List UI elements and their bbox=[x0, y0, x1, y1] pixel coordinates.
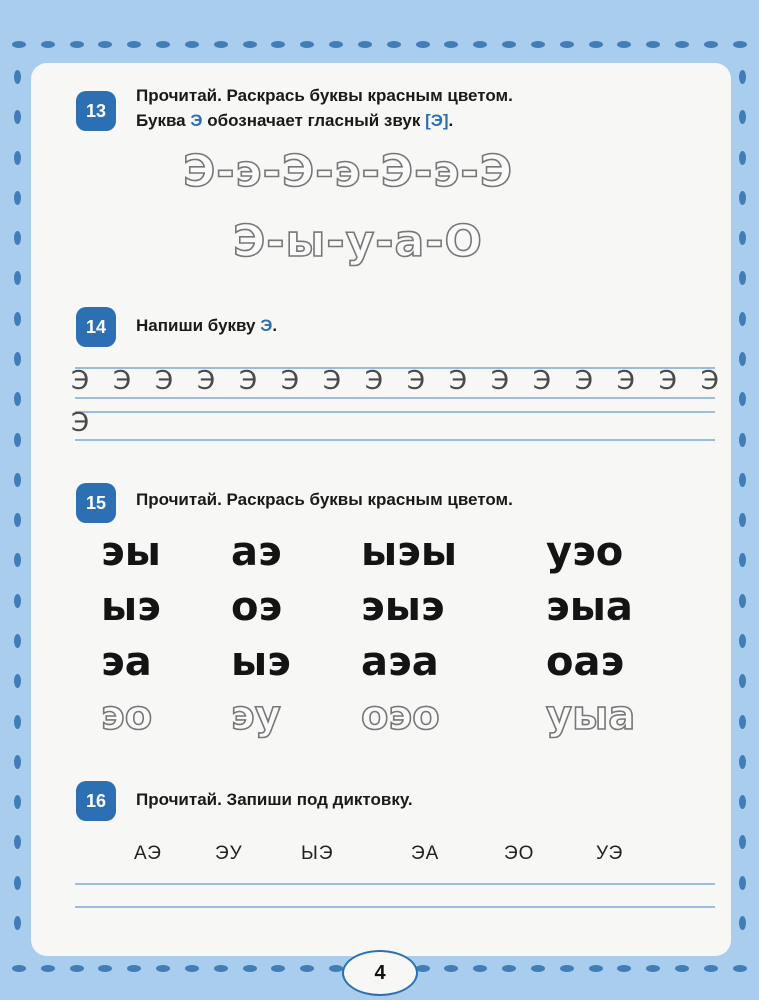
footprint-icon bbox=[617, 965, 631, 972]
task-13-line2 bbox=[136, 108, 513, 133]
footprint-icon bbox=[704, 41, 718, 48]
footprint-icon bbox=[271, 965, 285, 972]
footprint-icon bbox=[70, 41, 84, 48]
footprint-icon bbox=[14, 110, 21, 124]
footprint-icon bbox=[739, 392, 746, 406]
syllable: ыэы bbox=[361, 529, 458, 575]
footprint-icon bbox=[41, 41, 55, 48]
syllable: аэа bbox=[361, 639, 439, 685]
footprint-icon bbox=[675, 965, 689, 972]
syllable: эа bbox=[101, 639, 152, 685]
task-15-badge: 15 bbox=[76, 483, 116, 523]
footprint-icon bbox=[14, 594, 21, 608]
trace-letter[interactable]: Э bbox=[490, 366, 509, 396]
footprint-icon bbox=[444, 41, 458, 48]
trace-letter[interactable]: Э bbox=[71, 366, 90, 396]
dictation-word: АЭ bbox=[134, 843, 162, 864]
footprint-icon bbox=[444, 965, 458, 972]
footprint-icon bbox=[329, 41, 343, 48]
footprint-icon bbox=[531, 41, 545, 48]
trace-letter[interactable]: Э bbox=[574, 366, 593, 396]
task-13-outline-row1[interactable]: Э-э-Э-э-Э-э-Э bbox=[183, 146, 513, 197]
footprint-icon bbox=[739, 674, 746, 688]
writing-line bbox=[75, 906, 715, 908]
footprint-icon bbox=[502, 965, 516, 972]
syllable: уэо bbox=[546, 529, 624, 575]
footprint-icon bbox=[214, 965, 228, 972]
trace-letter[interactable]: Э bbox=[532, 366, 551, 396]
footprint-icon bbox=[98, 965, 112, 972]
syllable: аэ bbox=[231, 529, 282, 575]
task-13-letter: Э bbox=[190, 111, 203, 130]
task-14-row2-letter[interactable]: Э bbox=[71, 408, 90, 438]
footprint-icon bbox=[387, 41, 401, 48]
footprint-icon bbox=[531, 965, 545, 972]
footprint-icon bbox=[739, 553, 746, 567]
footprint-icon bbox=[14, 191, 21, 205]
outline-syllable[interactable]: эу bbox=[231, 693, 281, 739]
footprint-icon bbox=[739, 151, 746, 165]
task-14-letter-row[interactable] bbox=[71, 366, 719, 396]
footprint-icon bbox=[300, 965, 314, 972]
syllable: эыэ bbox=[361, 584, 445, 630]
task-14-dot: . bbox=[272, 316, 278, 335]
footprint-icon bbox=[14, 553, 21, 567]
trace-letter[interactable]: Э bbox=[616, 366, 635, 396]
task-13-text-b: обозначает гласный звук bbox=[202, 111, 426, 130]
footprint-icon bbox=[473, 965, 487, 972]
footprint-icon bbox=[704, 965, 718, 972]
footprint-icon bbox=[14, 433, 21, 447]
footprint-icon bbox=[98, 41, 112, 48]
footprint-icon bbox=[733, 41, 747, 48]
footprint-icon bbox=[733, 965, 747, 972]
footprint-icon bbox=[127, 965, 141, 972]
footprint-icon bbox=[646, 965, 660, 972]
footprint-icon bbox=[127, 41, 141, 48]
footprint-icon bbox=[646, 41, 660, 48]
footprint-border-left bbox=[7, 70, 27, 930]
syllable: эыа bbox=[546, 584, 633, 630]
dictation-word: ЭА bbox=[411, 843, 440, 864]
footprint-icon bbox=[14, 271, 21, 285]
footprint-icon bbox=[589, 965, 603, 972]
footprint-icon bbox=[739, 231, 746, 245]
page-number: 4 bbox=[342, 950, 418, 996]
footprint-icon bbox=[14, 70, 21, 84]
footprint-icon bbox=[739, 916, 746, 930]
footprint-icon bbox=[14, 634, 21, 648]
footprint-icon bbox=[617, 41, 631, 48]
footprint-icon bbox=[739, 755, 746, 769]
trace-letter[interactable]: Э bbox=[700, 366, 719, 396]
footprint-icon bbox=[14, 835, 21, 849]
footprint-icon bbox=[243, 41, 257, 48]
task-13-outline-row2[interactable]: Э-ы-у-а-О bbox=[233, 216, 483, 267]
footprint-icon bbox=[560, 41, 574, 48]
footprint-icon bbox=[185, 41, 199, 48]
footprint-icon bbox=[739, 70, 746, 84]
writing-line bbox=[75, 411, 715, 413]
footprint-icon bbox=[473, 41, 487, 48]
trace-letter[interactable]: Э bbox=[322, 366, 342, 396]
writing-line bbox=[75, 439, 715, 441]
trace-letter[interactable]: Э bbox=[406, 366, 426, 396]
trace-letter[interactable]: Э bbox=[238, 366, 258, 396]
dictation-word: ЭО bbox=[504, 843, 535, 864]
footprint-icon bbox=[70, 965, 84, 972]
trace-letter[interactable]: Э bbox=[196, 366, 216, 396]
footprint-icon bbox=[589, 41, 603, 48]
footprint-border-right bbox=[732, 70, 752, 930]
trace-letter[interactable]: Э bbox=[280, 366, 300, 396]
footprint-icon bbox=[156, 41, 170, 48]
footprint-icon bbox=[739, 433, 746, 447]
footprint-icon bbox=[14, 312, 21, 326]
footprint-icon bbox=[14, 151, 21, 165]
syllable: эы bbox=[101, 529, 161, 575]
footprint-icon bbox=[14, 795, 21, 809]
footprint-icon bbox=[12, 965, 26, 972]
footprint-icon bbox=[675, 41, 689, 48]
outline-syllable[interactable]: оэо bbox=[361, 693, 440, 739]
task-13-text-c: . bbox=[448, 111, 454, 130]
trace-letter[interactable]: Э bbox=[154, 366, 174, 396]
footprint-icon bbox=[14, 513, 21, 527]
footprint-icon bbox=[156, 965, 170, 972]
footprint-icon bbox=[739, 594, 746, 608]
footprint-icon bbox=[12, 41, 26, 48]
footprint-icon bbox=[271, 41, 285, 48]
footprint-icon bbox=[14, 876, 21, 890]
dictation-word: ЭУ bbox=[215, 843, 243, 864]
footprint-icon bbox=[739, 312, 746, 326]
dictation-word: ЫЭ bbox=[301, 843, 334, 864]
footprint-icon bbox=[14, 392, 21, 406]
footprint-icon bbox=[14, 674, 21, 688]
trace-letter[interactable]: Э bbox=[364, 366, 384, 396]
trace-letter[interactable]: Э bbox=[112, 366, 132, 396]
syllable: ыэ bbox=[101, 584, 161, 630]
task-13-sound: [Э] bbox=[425, 111, 449, 130]
footprint-border-top bbox=[12, 34, 747, 54]
footprint-icon bbox=[41, 965, 55, 972]
footprint-icon bbox=[739, 513, 746, 527]
task-16-badge: 16 bbox=[76, 781, 116, 821]
syllable: оэ bbox=[231, 584, 283, 630]
footprint-icon bbox=[739, 634, 746, 648]
syllable: ыэ bbox=[231, 639, 291, 685]
footprint-icon bbox=[739, 271, 746, 285]
footprint-icon bbox=[214, 41, 228, 48]
footprint-icon bbox=[14, 231, 21, 245]
footprint-icon bbox=[739, 191, 746, 205]
footprint-icon bbox=[739, 352, 746, 366]
footprint-icon bbox=[739, 715, 746, 729]
footprint-icon bbox=[739, 473, 746, 487]
task-15-instruction: Прочитай. Раскрась буквы красным цветом. bbox=[136, 490, 513, 509]
footprint-icon bbox=[416, 41, 430, 48]
writing-line bbox=[75, 397, 715, 399]
outline-syllable[interactable]: эо bbox=[101, 693, 153, 739]
footprint-icon bbox=[14, 473, 21, 487]
syllable: оаэ bbox=[546, 639, 625, 685]
footprint-icon bbox=[358, 41, 372, 48]
footprint-icon bbox=[329, 965, 343, 972]
task-14-letter: Э bbox=[260, 316, 273, 335]
footprint-icon bbox=[243, 965, 257, 972]
trace-letter[interactable]: Э bbox=[448, 366, 468, 396]
task-14-instruction bbox=[136, 313, 277, 338]
worksheet-page bbox=[31, 63, 731, 956]
footprint-icon bbox=[300, 41, 314, 48]
footprint-icon bbox=[739, 835, 746, 849]
footprint-icon bbox=[14, 916, 21, 930]
task-13-instruction bbox=[136, 83, 513, 133]
footprint-icon bbox=[739, 110, 746, 124]
footprint-icon bbox=[185, 965, 199, 972]
footprint-icon bbox=[14, 352, 21, 366]
task-13-badge: 13 bbox=[76, 91, 116, 131]
dictation-word: УЭ bbox=[596, 843, 624, 864]
footprint-icon bbox=[502, 41, 516, 48]
footprint-icon bbox=[560, 965, 574, 972]
footprint-icon bbox=[739, 876, 746, 890]
task-14-text: Напиши букву bbox=[136, 316, 261, 335]
writing-line bbox=[75, 883, 715, 885]
task-14-badge: 14 bbox=[76, 307, 116, 347]
task-13-text-a: Буква bbox=[136, 111, 191, 130]
trace-letter[interactable]: Э bbox=[658, 366, 677, 396]
task-16-instruction: Прочитай. Запиши под диктовку. bbox=[136, 790, 413, 809]
task-13-line1: Прочитай. Раскрась буквы красным цветом. bbox=[136, 86, 513, 105]
footprint-icon bbox=[14, 755, 21, 769]
outline-syllable[interactable]: уыа bbox=[546, 693, 636, 739]
footprint-icon bbox=[739, 795, 746, 809]
footprint-icon bbox=[14, 715, 21, 729]
